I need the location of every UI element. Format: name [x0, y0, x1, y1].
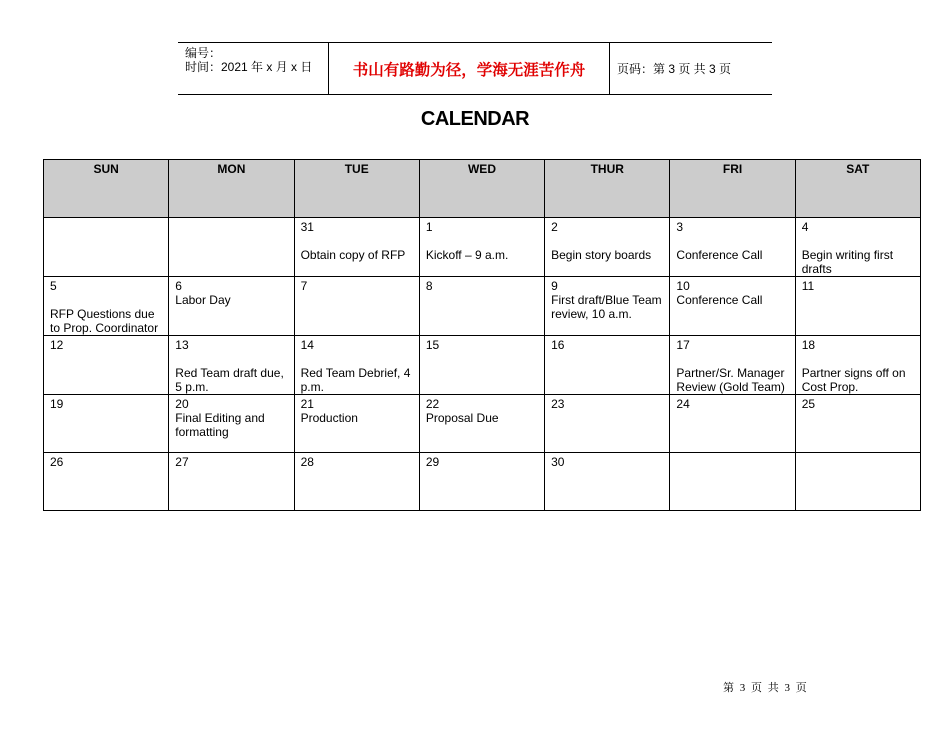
day-header-fri: FRI: [670, 160, 795, 218]
calendar-day-cell: [419, 277, 544, 336]
day-number: 24: [676, 397, 690, 411]
day-number: 27: [175, 455, 189, 469]
time-label: 时间：2021 年 x 月 x 日: [185, 60, 313, 74]
day-number: 5: [50, 279, 57, 293]
calendar-day-cell: [294, 453, 419, 511]
day-number: 19: [50, 397, 64, 411]
calendar-day-cell: [545, 218, 670, 277]
day-number: 17: [676, 338, 690, 352]
calendar-day-cell: [294, 218, 419, 277]
calendar-day-cell: [545, 453, 670, 511]
header-meta: [178, 43, 329, 94]
day-event-text: Labor Day: [175, 293, 231, 307]
document-header: [178, 42, 772, 95]
day-event-text: Conference Call: [676, 293, 763, 307]
day-number: 10: [676, 279, 690, 293]
calendar-day-cell: [795, 336, 920, 395]
day-number: 22: [425, 397, 440, 411]
spacer: [551, 234, 663, 248]
header-page-label: 页码：第 3 页 共 3 页: [617, 62, 732, 76]
calendar-day-cell: [44, 395, 169, 453]
calendar-day-cell: [169, 453, 294, 511]
day-number: 25: [801, 397, 816, 411]
calendar-day-cell: [545, 336, 670, 395]
calendar-body: [44, 218, 921, 511]
day-number: 9: [551, 279, 558, 293]
day-number: 31: [300, 220, 314, 234]
calendar-day-cell: [795, 277, 920, 336]
calendar-day-cell: [419, 218, 544, 277]
calendar-day-cell: [169, 395, 294, 453]
day-number: 28: [300, 455, 314, 469]
spacer: [175, 352, 287, 366]
spacer: [802, 234, 914, 248]
calendar-day-cell: [670, 453, 795, 511]
calendar-week-row: [44, 277, 921, 336]
calendar-day-cell: [44, 336, 169, 395]
calendar-day-cell: [670, 395, 795, 453]
calendar-day-cell: [169, 218, 294, 277]
day-number: 14: [300, 338, 314, 352]
calendar-week-row: [44, 395, 921, 453]
day-number: 21: [300, 397, 314, 411]
calendar-header-row: [44, 160, 921, 218]
day-number: 1: [425, 220, 433, 234]
day-event-text: Red Team Debrief, 4 p.m.: [300, 366, 411, 394]
day-event-text: Partner signs off on Cost Prop.: [801, 366, 906, 394]
calendar-day-cell: [670, 336, 795, 395]
day-event-text: Partner/Sr. Manager Review (Gold Team): [676, 366, 785, 394]
spacer: [676, 352, 788, 366]
day-number: 12: [50, 338, 64, 352]
spacer: [301, 352, 413, 366]
day-number: 6: [175, 279, 182, 293]
day-event-text: Obtain copy of RFP: [300, 248, 406, 262]
calendar-day-cell: [419, 336, 544, 395]
day-event-text: RFP Questions due to Prop. Coordinator: [50, 307, 159, 335]
day-header-thur: THUR: [545, 160, 670, 218]
day-event-text: First draft/Blue Team review, 10 a.m.: [551, 293, 662, 321]
day-number: 2: [551, 220, 558, 234]
calendar-week-row: [44, 453, 921, 511]
day-number: 26: [50, 455, 64, 469]
calendar-day-cell: [670, 218, 795, 277]
spacer: [426, 234, 538, 248]
day-number: 8: [425, 279, 433, 293]
day-event-text: Red Team draft due, 5 p.m.: [175, 366, 284, 394]
spacer: [676, 234, 788, 248]
day-event-text: Production: [300, 411, 358, 425]
day-event-text: Final Editing and formatting: [175, 411, 265, 439]
page-title: CALENDAR: [420, 108, 530, 130]
day-number: 18: [801, 338, 816, 352]
day-number: 20: [175, 397, 189, 411]
calendar-day-cell: [44, 218, 169, 277]
day-number: 7: [300, 279, 308, 293]
calendar-day-cell: [795, 218, 920, 277]
calendar-day-cell: [545, 395, 670, 453]
day-event-text: Begin writing first drafts: [801, 248, 894, 276]
calendar-day-cell: [44, 277, 169, 336]
day-event-text: Begin story boards: [551, 248, 652, 262]
spacer: [50, 293, 162, 307]
day-event-text: Conference Call: [676, 248, 763, 262]
day-header-wed: WED: [419, 160, 544, 218]
calendar-day-cell: [795, 395, 920, 453]
calendar-day-cell: [795, 453, 920, 511]
calendar-day-cell: [419, 395, 544, 453]
day-number: 16: [551, 338, 565, 352]
day-number: 4: [801, 220, 809, 234]
calendar-week-row: [44, 336, 921, 395]
calendar-day-cell: [419, 453, 544, 511]
calendar-day-cell: [545, 277, 670, 336]
calendar-day-cell: [169, 336, 294, 395]
day-number: 11: [801, 279, 815, 293]
day-header-sat: SAT: [795, 160, 920, 218]
day-number: 29: [425, 455, 440, 469]
calendar-day-cell: [44, 453, 169, 511]
day-number: 15: [425, 338, 440, 352]
day-number: 23: [551, 397, 565, 411]
day-number: 13: [175, 338, 189, 352]
day-number: 3: [676, 220, 684, 234]
spacer: [301, 234, 413, 248]
calendar-day-cell: [294, 336, 419, 395]
day-number: 30: [551, 455, 565, 469]
day-header-tue: TUE: [294, 160, 419, 218]
calendar-week-row: [44, 218, 921, 277]
calendar-day-cell: [670, 277, 795, 336]
calendar-day-cell: [169, 277, 294, 336]
day-header-sun: SUN: [44, 160, 169, 218]
calendar-day-cell: [294, 395, 419, 453]
calendar-day-cell: [294, 277, 419, 336]
calendar-table: [43, 159, 921, 511]
header-motto: 书山有路勤为径，学海无涯苦作舟: [329, 43, 610, 94]
day-event-text: Proposal Due: [425, 411, 499, 425]
page-footer: 第 3 页 共 3 页: [723, 682, 807, 694]
number-label: 编号：: [185, 46, 222, 60]
day-event-text: Kickoff – 9 a.m.: [425, 248, 509, 262]
day-header-mon: MON: [169, 160, 294, 218]
spacer: [802, 352, 914, 366]
